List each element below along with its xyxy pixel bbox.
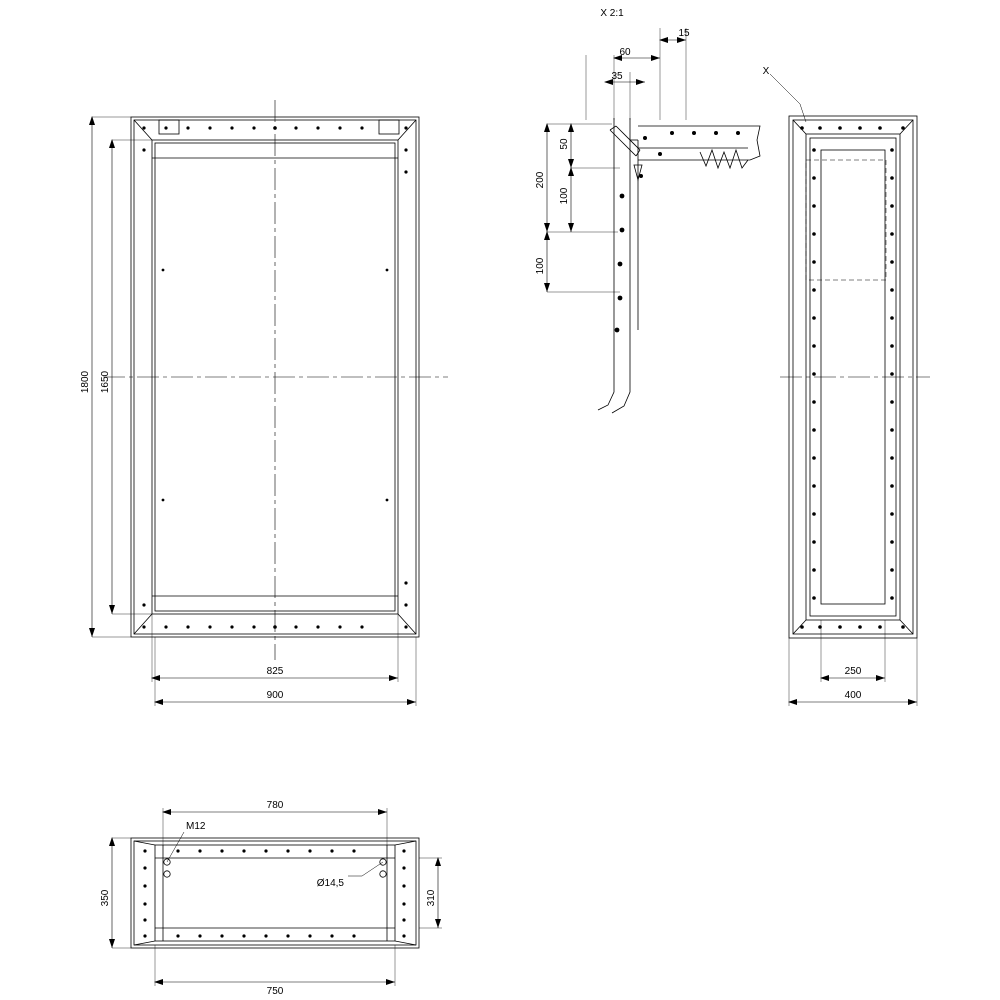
dim-15-label: 15 xyxy=(678,28,690,39)
dim-100b-label: 100 xyxy=(535,257,546,275)
dim-100a-label: 100 xyxy=(559,187,570,205)
top-view xyxy=(112,808,442,986)
callout-m12-label: M12 xyxy=(186,821,206,832)
dim-780-label: 780 xyxy=(266,800,284,811)
dim-825-label: 825 xyxy=(266,666,284,677)
dim-900-label: 900 xyxy=(266,690,284,701)
dim-310-label: 310 xyxy=(426,889,437,907)
dim-400-label: 400 xyxy=(844,690,862,701)
dim-1800-label: 1800 xyxy=(80,370,91,394)
side-view xyxy=(770,74,930,706)
dim-200-label: 200 xyxy=(535,171,546,189)
dim-60-label: 60 xyxy=(619,47,631,58)
dim-750-label: 750 xyxy=(266,986,284,997)
dim-35-label: 35 xyxy=(611,71,623,82)
dim-350-label: 350 xyxy=(100,889,111,907)
detail-view-x xyxy=(547,28,760,413)
callout-dia145-label: Ø14,5 xyxy=(316,878,344,889)
dim-250-label: 250 xyxy=(844,666,862,677)
detail-x-marker-label: X xyxy=(762,66,770,77)
front-view xyxy=(92,100,448,706)
dim-1650-label: 1650 xyxy=(100,370,111,394)
dim-50-label: 50 xyxy=(559,138,570,150)
detail-x-scale-label: X 2:1 xyxy=(600,8,624,19)
